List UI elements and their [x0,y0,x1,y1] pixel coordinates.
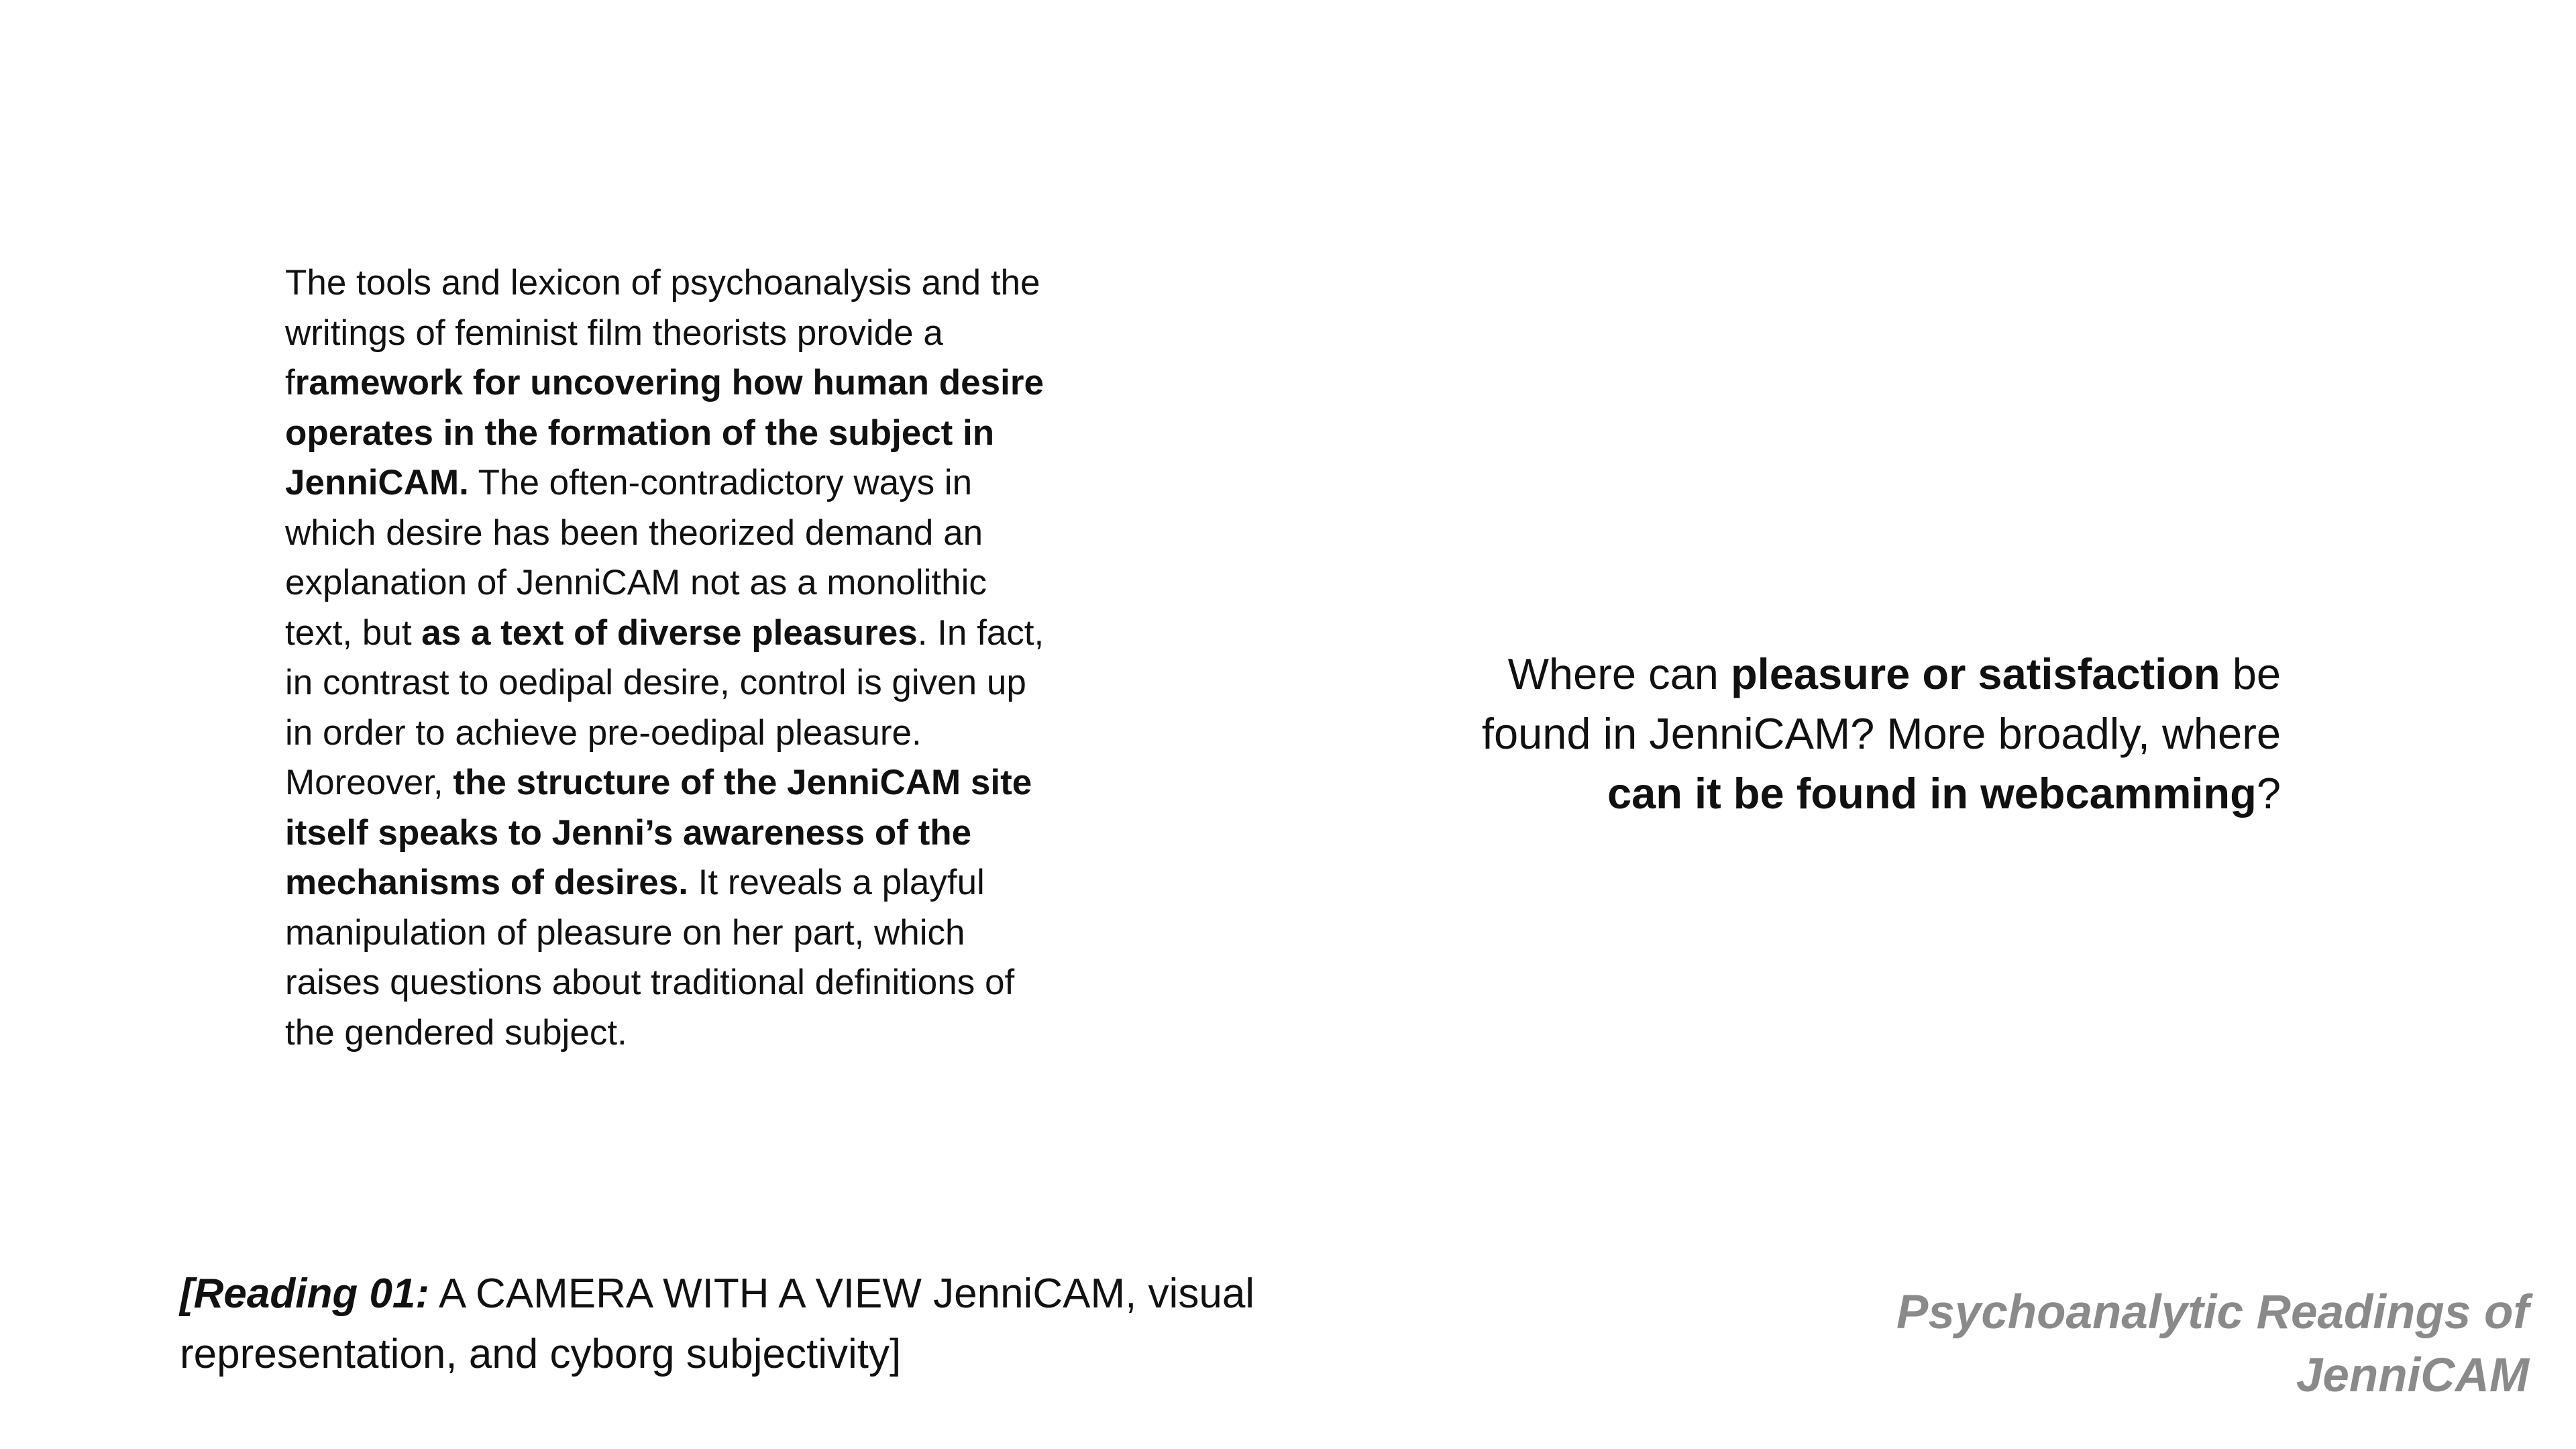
body-emphasis-framework: ramework for uncovering how human desire operates in the formation of the subject in JenniCAM. [285,363,1044,502]
reading-title: A CAMERA WITH A VIEW JenniCAM, visual representation, and cyborg subjectivity] [180,1271,1255,1377]
reading-citation [180,1264,1320,1385]
body-emphasis-structure: the structure of the JenniCAM site itself speaks to Jenni’s awareness of the mechanisms of desires. [285,763,1032,902]
question-emphasis-webcamming: can it be found in webcamming [1607,769,2257,818]
body-text-segment: The often-contradictory ways in which desire has been theorized demand an explanation of JenniCAM not as a monolithic text, but [285,463,987,653]
question-segment: be found in JenniCAM? More broadly, where [1481,649,2281,758]
body-text-segment: It reveals a playful manipulation of pleasure on her part, which raises questions about traditional definitions of the gendered subject. [285,863,1015,1053]
body-text-segment: . In fact, in contrast to oedipal desire, control is given up in order to achieve pre-oedipal pleasure. Moreover, [285,612,1044,802]
body-emphasis-pleasures: as a text of diverse pleasures [421,612,918,653]
question-text [1442,644,2281,823]
body-paragraph [285,258,1057,1058]
question-segment: Where can [1507,649,1731,698]
question-segment: ? [2256,769,2281,818]
reading-label: [Reading 01: [180,1271,430,1317]
question-emphasis-pleasure: pleasure or satisfaction [1730,649,2220,698]
body-text-segment: The tools and lexicon of psychoanalysis and the writings of feminist film theorists provide a f [285,263,1040,402]
slide-title: Psychoanalytic Readings of JenniCAM [1896,1286,2529,1402]
